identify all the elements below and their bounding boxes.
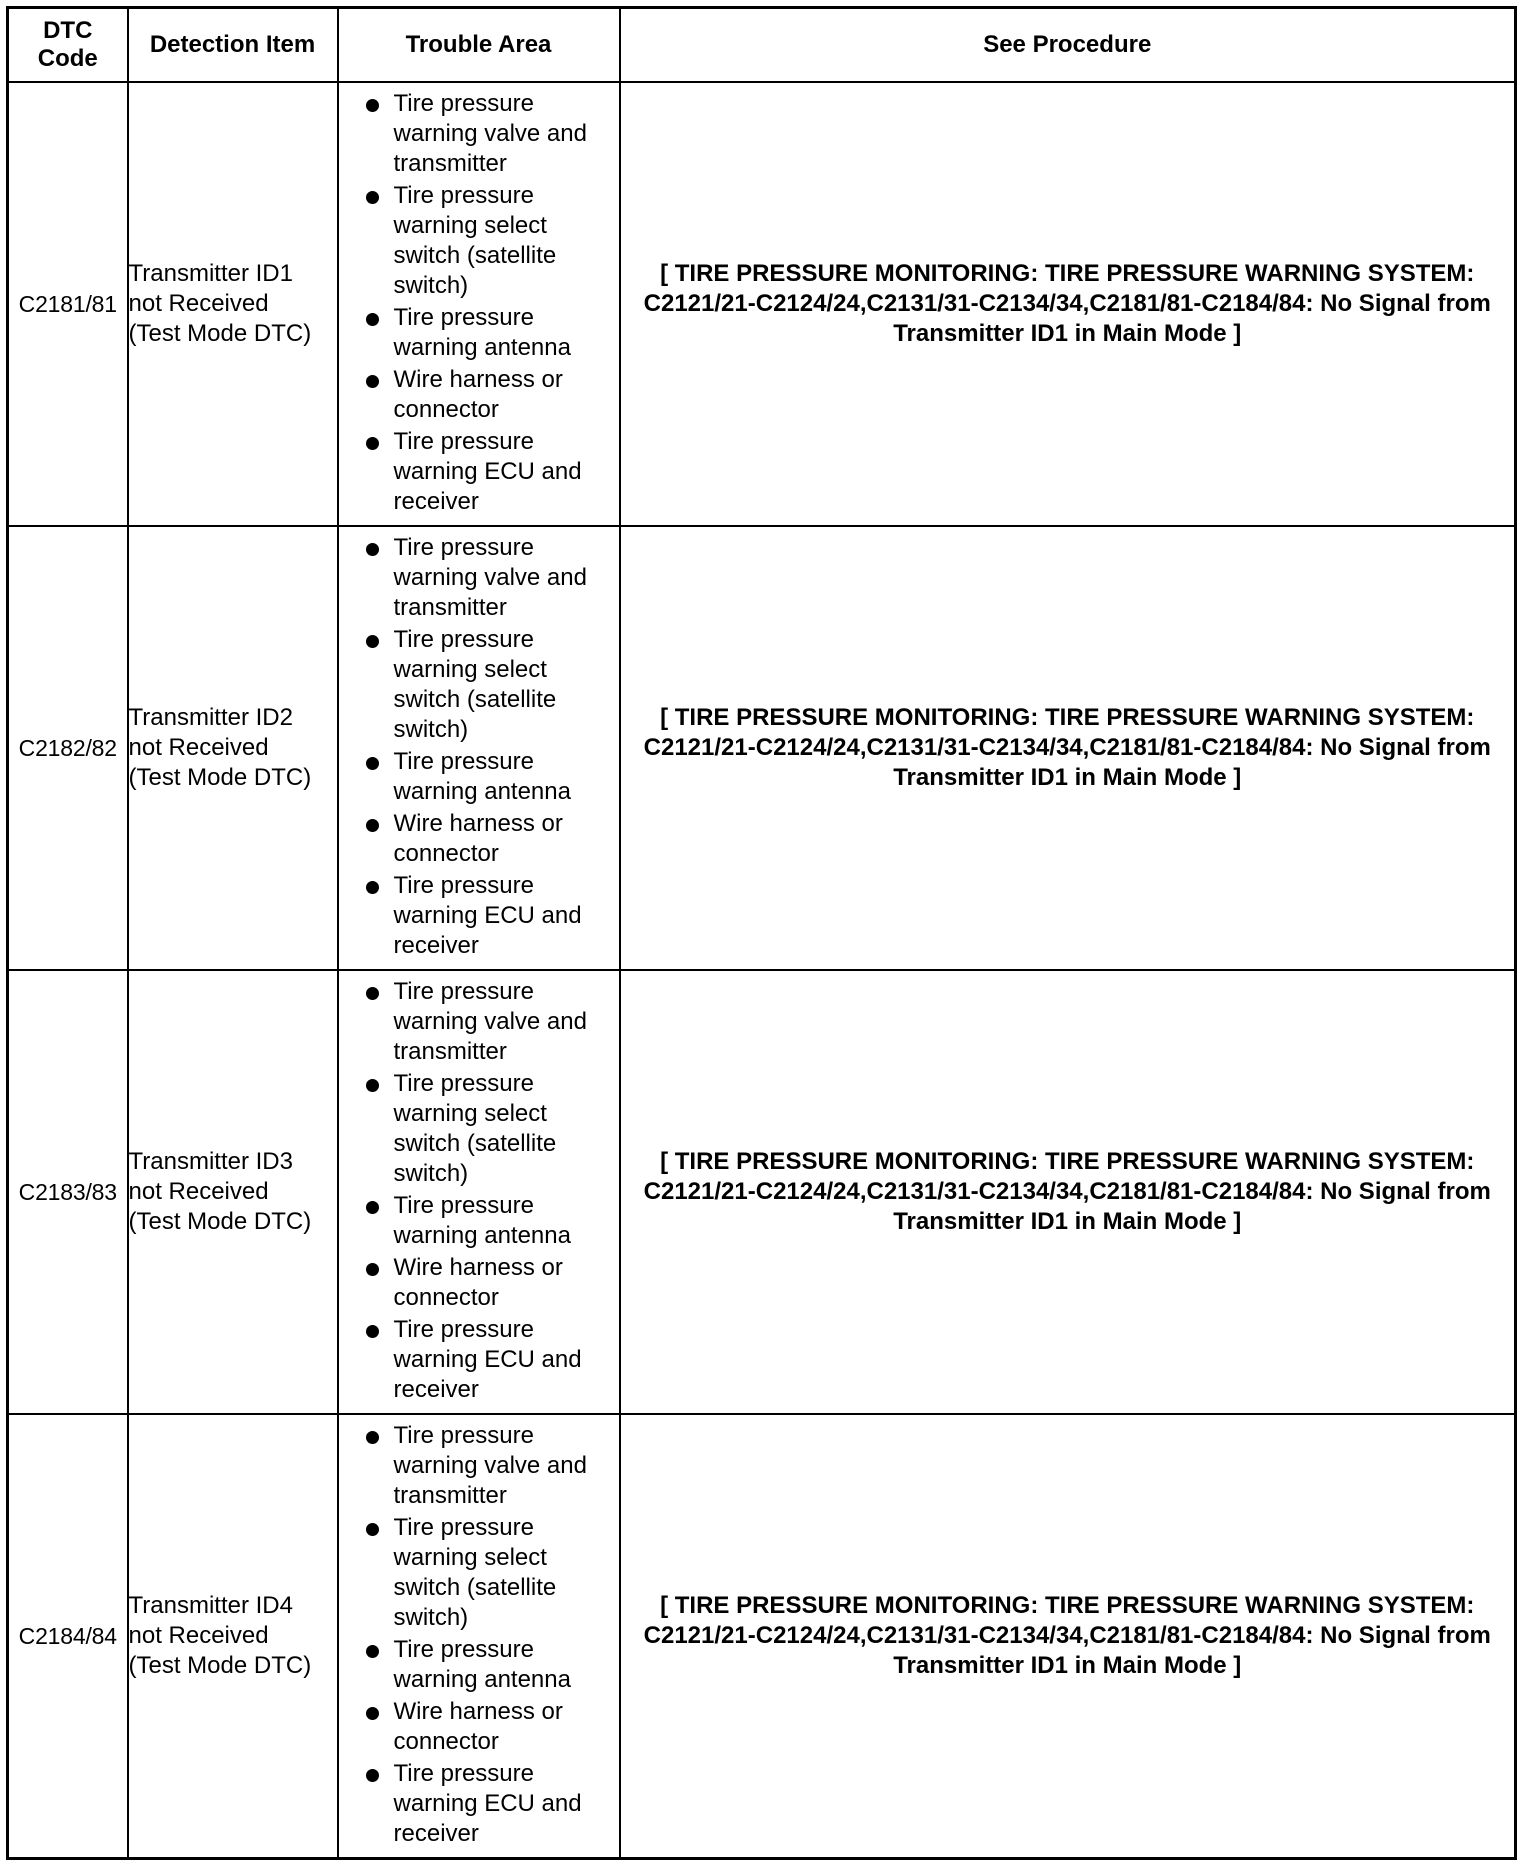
detection-line: not Received (128, 734, 269, 761)
header-dtc-code-line2: Code (37, 45, 98, 72)
bullet-icon (366, 1325, 379, 1338)
detection-line: Transmitter ID2 (128, 704, 293, 731)
bullet-icon (366, 1201, 379, 1214)
table-row (8, 970, 1516, 1414)
trouble-area-text: Tire pressure warning select switch (satellite switch) (393, 182, 557, 299)
trouble-area-text: Tire pressure warning antenna (393, 304, 571, 361)
see-procedure-link[interactable]: [ TIRE PRESSURE MONITORING: TIRE PRESSURE WARNING SYSTEM: C2121/21-C2124/24,C2131/31-C2134/34,C2181/81-C2184/84: No Signal from Transmitter ID1 in Main Mode ] (620, 970, 1516, 1414)
bullet-icon (366, 819, 379, 832)
list-item (339, 1253, 619, 1313)
trouble-area-list (339, 527, 619, 969)
dtc-code-cell: C2182/82 (8, 526, 128, 970)
list-item (339, 977, 619, 1067)
bullet-icon (366, 437, 379, 450)
list-item (339, 427, 619, 517)
detection-line: not Received (128, 1622, 269, 1649)
trouble-area-cell (338, 1414, 620, 1859)
trouble-area-text: Tire pressure warning antenna (393, 1192, 571, 1249)
detection-line: not Received (128, 1178, 269, 1205)
detection-item-cell (128, 526, 338, 970)
list-item (339, 1635, 619, 1695)
detection-item-cell (128, 82, 338, 526)
trouble-area-list (339, 1415, 619, 1857)
bullet-icon (366, 1769, 379, 1782)
bullet-icon (366, 1431, 379, 1444)
dtc-code-cell: C2183/83 (8, 970, 128, 1414)
bullet-icon (366, 375, 379, 388)
trouble-area-text: Wire harness or connector (393, 1254, 563, 1311)
header-detection-item: Detection Item (128, 8, 338, 83)
bullet-icon (366, 1707, 379, 1720)
bullet-icon (366, 1263, 379, 1276)
trouble-area-text: Tire pressure warning antenna (393, 1636, 571, 1693)
bullet-icon (366, 987, 379, 1000)
detection-line: not Received (128, 290, 269, 317)
trouble-area-text: Wire harness or connector (393, 366, 563, 423)
trouble-area-text: Tire pressure warning valve and transmitter (393, 978, 587, 1065)
bullet-icon (366, 881, 379, 894)
header-row (8, 8, 1516, 83)
list-item (339, 1513, 619, 1633)
bullet-icon (366, 99, 379, 112)
header-dtc-code-line1: DTC (43, 17, 93, 44)
trouble-area-text: Tire pressure warning select switch (satellite switch) (393, 626, 557, 743)
bullet-icon (366, 757, 379, 770)
list-item (339, 1315, 619, 1405)
detection-item-cell (128, 970, 338, 1414)
bullet-icon (366, 543, 379, 556)
trouble-area-text: Tire pressure warning valve and transmitter (393, 1422, 587, 1509)
list-item (339, 533, 619, 623)
trouble-area-text: Tire pressure warning select switch (satellite switch) (393, 1070, 557, 1187)
header-dtc-code (8, 8, 128, 83)
list-item (339, 181, 619, 301)
see-procedure-link[interactable]: [ TIRE PRESSURE MONITORING: TIRE PRESSURE WARNING SYSTEM: C2121/21-C2124/24,C2131/31-C2134/34,C2181/81-C2184/84: No Signal from Transmitter ID1 in Main Mode ] (620, 526, 1516, 970)
list-item (339, 809, 619, 869)
trouble-area-list (339, 83, 619, 525)
list-item (339, 89, 619, 179)
trouble-area-text: Wire harness or connector (393, 1698, 563, 1755)
trouble-area-text: Tire pressure warning valve and transmitter (393, 534, 587, 621)
bullet-icon (366, 1079, 379, 1092)
trouble-area-cell (338, 82, 620, 526)
list-item (339, 1697, 619, 1757)
see-procedure-link[interactable]: [ TIRE PRESSURE MONITORING: TIRE PRESSURE WARNING SYSTEM: C2121/21-C2124/24,C2131/31-C2134/34,C2181/81-C2184/84: No Signal from Transmitter ID1 in Main Mode ] (620, 82, 1516, 526)
trouble-area-text: Tire pressure warning select switch (satellite switch) (393, 1514, 557, 1631)
table-row (8, 526, 1516, 970)
bullet-icon (366, 313, 379, 326)
bullet-icon (366, 191, 379, 204)
detection-line: Transmitter ID4 (128, 1592, 293, 1619)
list-item (339, 1759, 619, 1849)
list-item (339, 303, 619, 363)
list-item (339, 871, 619, 961)
see-procedure-link[interactable]: [ TIRE PRESSURE MONITORING: TIRE PRESSURE WARNING SYSTEM: C2121/21-C2124/24,C2131/31-C2134/34,C2181/81-C2184/84: No Signal from Transmitter ID1 in Main Mode ] (620, 1414, 1516, 1859)
list-item (339, 1191, 619, 1251)
table-row (8, 1414, 1516, 1859)
trouble-area-list (339, 971, 619, 1413)
trouble-area-text: Tire pressure warning valve and transmitter (393, 90, 587, 177)
detection-line: Transmitter ID3 (128, 1148, 293, 1175)
list-item (339, 625, 619, 745)
trouble-area-cell (338, 970, 620, 1414)
trouble-area-text: Tire pressure warning ECU and receiver (393, 1316, 582, 1403)
bullet-icon (366, 1645, 379, 1658)
dtc-code-cell: C2181/81 (8, 82, 128, 526)
detection-line: (Test Mode DTC) (128, 320, 312, 347)
header-trouble-area: Trouble Area (338, 8, 620, 83)
trouble-area-cell (338, 526, 620, 970)
trouble-area-text: Tire pressure warning ECU and receiver (393, 1760, 582, 1847)
table-row (8, 82, 1516, 526)
list-item (339, 747, 619, 807)
trouble-area-text: Tire pressure warning antenna (393, 748, 571, 805)
header-see-procedure: See Procedure (620, 8, 1516, 83)
detection-line: (Test Mode DTC) (128, 764, 312, 791)
bullet-icon (366, 635, 379, 648)
trouble-area-text: Tire pressure warning ECU and receiver (393, 428, 582, 515)
trouble-area-text: Tire pressure warning ECU and receiver (393, 872, 582, 959)
list-item (339, 1069, 619, 1189)
list-item (339, 365, 619, 425)
detection-line: (Test Mode DTC) (128, 1652, 312, 1679)
bullet-icon (366, 1523, 379, 1536)
trouble-area-text: Wire harness or connector (393, 810, 563, 867)
detection-item-cell (128, 1414, 338, 1859)
detection-line: (Test Mode DTC) (128, 1208, 312, 1235)
dtc-table (6, 6, 1517, 1860)
dtc-code-cell: C2184/84 (8, 1414, 128, 1859)
list-item (339, 1421, 619, 1511)
detection-line: Transmitter ID1 (128, 260, 293, 287)
